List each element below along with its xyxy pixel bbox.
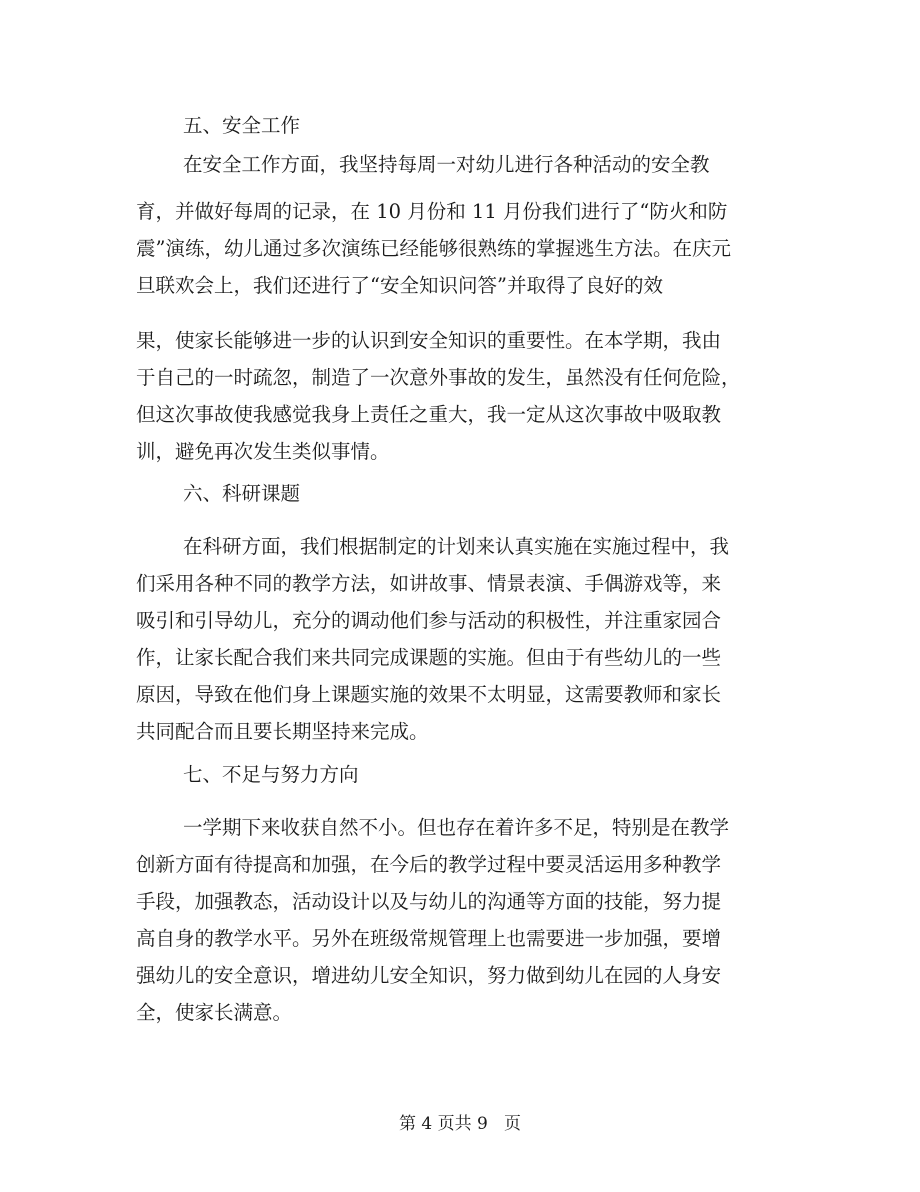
paragraph-line: 一学期下来收获自然不小。但也存在着许多不足，特别是在教学 [183, 816, 730, 839]
paragraph-line: 共同配合而且要长期坚持来完成。 [136, 720, 429, 743]
paragraph-line: 于自己的一时疏忽，制造了一次意外事故的发生，虽然没有任何危险， [136, 366, 741, 389]
section-heading-research: 六、科研课题 [183, 482, 301, 505]
paragraph-line: 高自身的教学水平。另外在班级常规管理上也需要进一步加强，要增 [136, 927, 722, 950]
paragraph-line: 训，避免再次发生类似事情。 [136, 440, 390, 463]
paragraph-line: 作，让家长配合我们来共同完成课题的实施。但由于有些幼儿的一些 [136, 646, 722, 669]
paragraph-line: 果，使家长能够进一步的认识到安全知识的重要性。在本学期，我由 [136, 329, 722, 352]
paragraph-line: 育，并做好每周的记录，在 10 月份和 11 月份我们进行了“防火和防 [136, 200, 728, 223]
paragraph-line: 吸引和引导幼儿，充分的调动他们参与活动的积极性，并注重家园合 [136, 609, 722, 632]
paragraph-line: 原因，导致在他们身上课题实施的效果不太明显，这需要教师和家长 [136, 683, 722, 706]
page-number-footer: 第 4 页共 9 页 [398, 1114, 522, 1134]
paragraph-line: 在安全工作方面，我坚持每周一对幼儿进行各种活动的安全教 [183, 153, 710, 176]
paragraph-line: 在科研方面，我们根据制定的计划来认真实施在实施过程中，我 [183, 535, 730, 558]
paragraph-line: 但这次事故使我感觉我身上责任之重大，我一定从这次事故中吸取教 [136, 403, 722, 426]
paragraph-line: 手段，加强教态，活动设计以及与幼儿的沟通等方面的技能，努力提 [136, 890, 722, 913]
paragraph-line: 旦联欢会上，我们还进行了“安全知识问答”并取得了良好的效 [136, 274, 663, 297]
paragraph-line: 们采用各种不同的教学方法，如讲故事、情景表演、手偶游戏等，来 [136, 572, 722, 595]
paragraph-line: 全，使家长满意。 [136, 1001, 293, 1024]
paragraph-line: 创新方面有待提高和加强，在今后的教学过程中要灵活运用多种教学 [136, 853, 722, 876]
paragraph-line: 震”演练，幼儿通过多次演练已经能够很熟练的掌握逃生方法。在庆元 [136, 237, 731, 260]
section-heading-improvement: 七、不足与努力方向 [183, 763, 359, 786]
paragraph-line: 强幼儿的安全意识，增进幼儿安全知识，努力做到幼儿在园的人身安 [136, 964, 722, 987]
section-heading-safety: 五、安全工作 [183, 114, 301, 137]
